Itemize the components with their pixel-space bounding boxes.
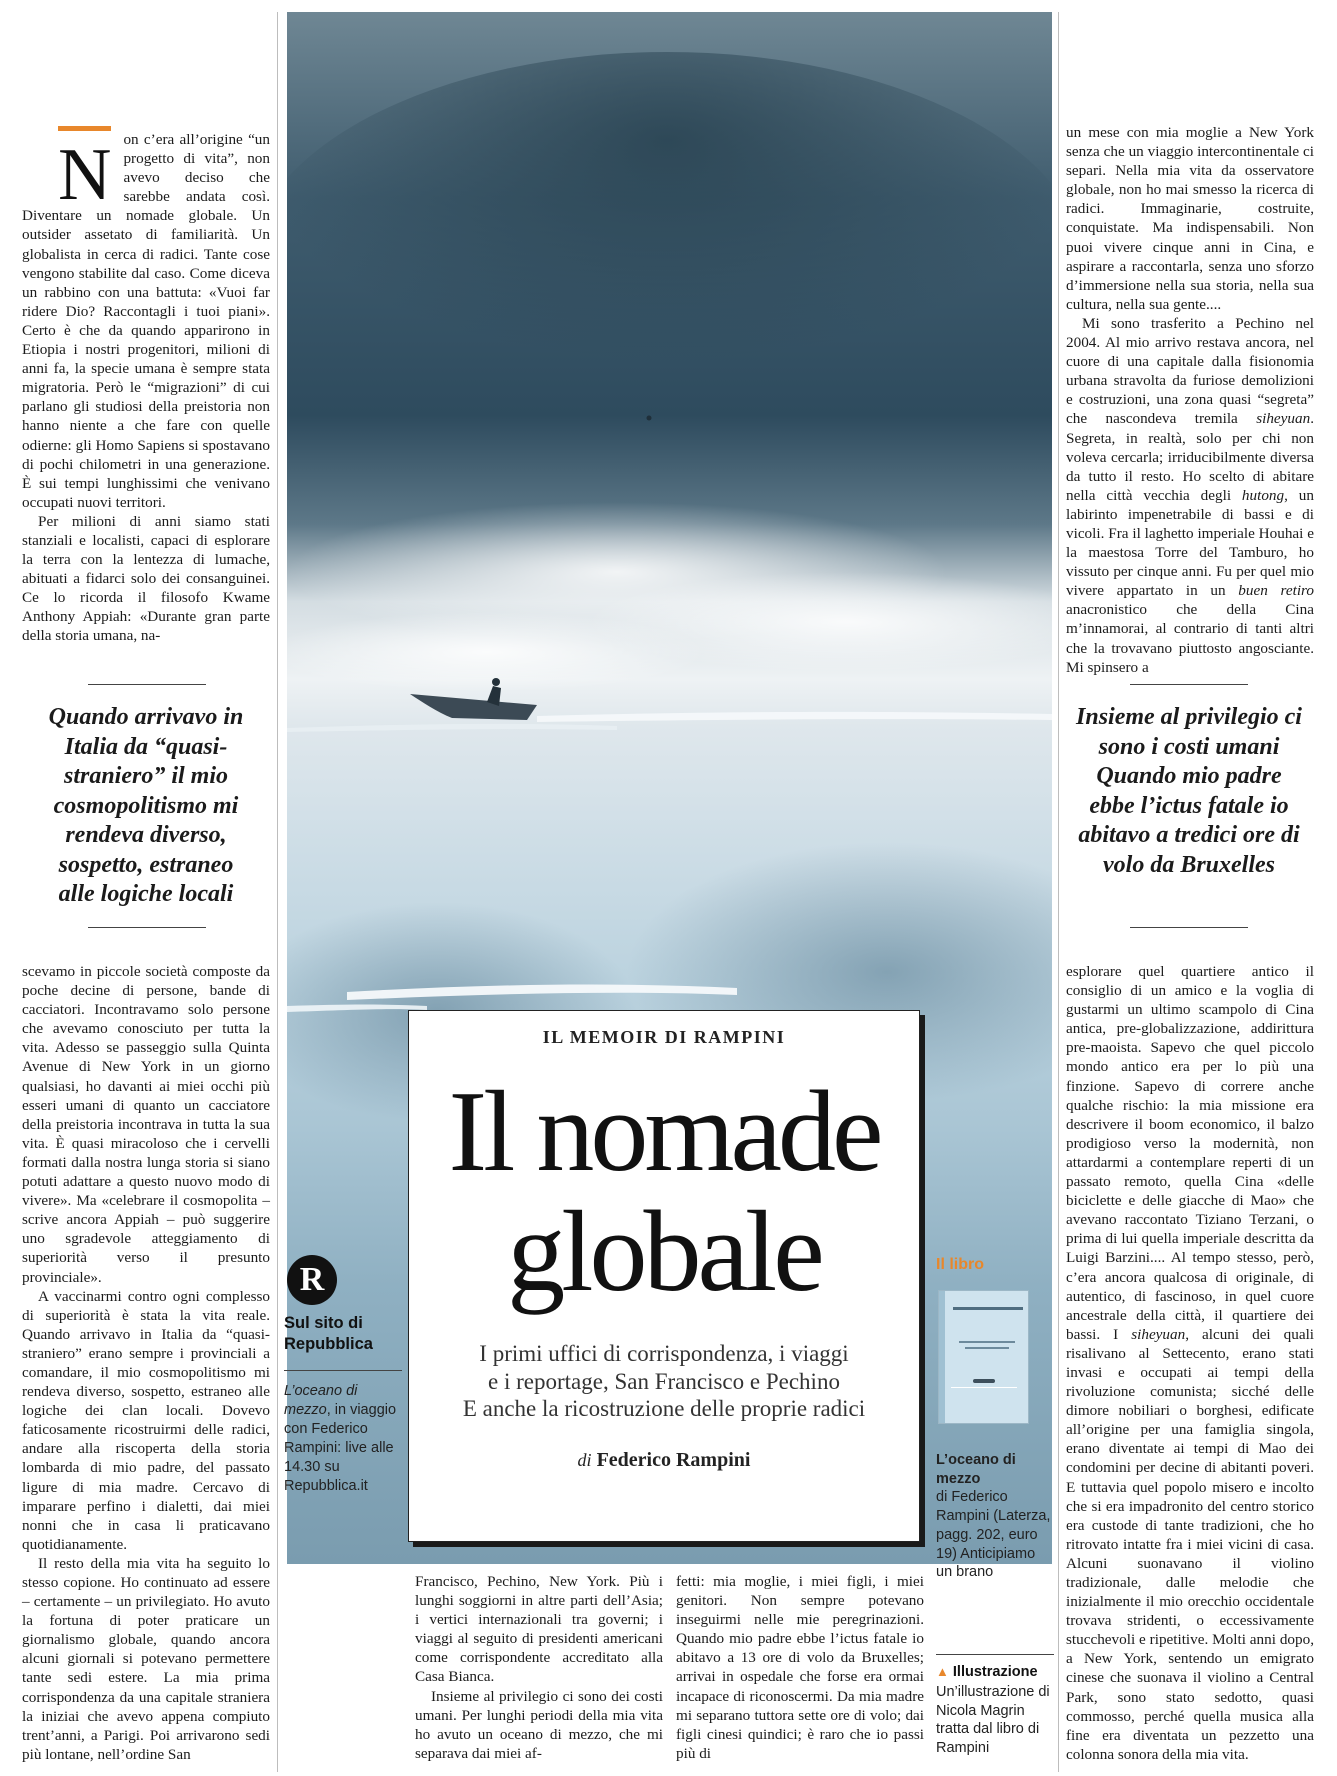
headline-box (408, 1010, 920, 1542)
dropcap-letter: N (58, 134, 112, 216)
left-bottom-paragraph-1: scevamo in piccole società composte da poche decine di persone, bande di cacciatori. Incontravamo solo persone che avevamo conosciuto per tutta la vita. Adesso se passeggio sulla Quinta Avenue di New York in un giorno qualsiasi, ho davanti ai miei occhi più esseri umani di quanto un cacciatore della preistoria incontrava in tutta la sua vita. È quasi miracoloso che i cervelli formati dalla nostra lunga storia si siano potuti adattare a questo nuovo modo di vivere». Ma «celebrare il cosmopolita – scrive ancora Appiah – può suggerire uno sgradevole atteggiamento di superiorità verso il presunto provinciale». (22, 963, 270, 1286)
pullquote-rule-top-left (88, 684, 206, 685)
headline-line-1: Il nomade (448, 1068, 880, 1196)
byline (409, 1449, 919, 1472)
libro-book-title: L’oceano di mezzo (936, 1452, 1016, 1487)
illustration-label-text: Illustrazione (952, 1664, 1038, 1680)
center-b-paragraph-1: fetti: mia moglie, i miei figli, i miei genitori. Non sempre potevano inseguirmi nelle mie peregrinazioni. Quando mio padre ebbe l’ictus fatale io abitavo a 13 ore di volo da Bruxelles; arrivai in ospedale che forse era ormai incapace di riconoscermi. Da mia madre mi separano tuttora sette ore di volo; dai figli cinesi quindici; è raro che io passi più di (676, 1573, 924, 1762)
right-column-bottom (1066, 962, 1314, 1764)
right-column-top (1066, 123, 1314, 677)
deck-line-2: e i reportage, San Francisco e Pechino (488, 1368, 840, 1394)
triangle-up-icon: ▲ (936, 1664, 949, 1679)
libro-text (936, 1451, 1054, 1582)
left-bottom-paragraph-3: Il resto della mia vita ha seguito lo stesso copione. Ho continuato ad essere – certamente – un privilegiato. Ho avuto la fortuna di poter praticare un giornalismo globale, quando ancora alcuni giornali si potevano permettere tante sedi estere. La mia prima corrispondenza da una capitale straniera la iniziai che avevo appena compiuto trent’anni, a Parigi. Poi arrivarono sedi più lontane, nell’ordine San (22, 1554, 270, 1763)
center-a-paragraph-1: Francisco, Pechino, New York. Più i lunghi soggiorni in altre parti dell’Asia; i vertici internazionali tra governi; i viaggi al seguito di presidenti americani come corrispondente accreditato alla Casa Bianca. (415, 1573, 663, 1686)
book-cover-wave (951, 1387, 1017, 1388)
byline-author: Federico Rampini (596, 1448, 751, 1471)
book-cover-title-mark (953, 1307, 1023, 1310)
left-column-bottom (22, 962, 270, 1764)
repubblica-sidebar-rule (284, 1370, 402, 1371)
right-top-paragraph-2: Mi sono trasferito a Pechino nel 2004. Al mio arrivo restava ancora, nel cuore di una capitale dalla fisionomia urbana stravolta da furiose demolizioni e costruzioni, una zona quasi “segreta” che nascondeva tremila siheyuan. Segreta, in realtà, solo per chi non voleva cercarla; irriducibilmente diversa da tutto il resto. Ho scelto di abitare nella città vecchia degli hutong, un labirinto impenetrabile di bassi e di vicoli. Fra il laghetto imperiale Houhai e la maestosa Torre del Tamburo, ho vissuto per cinque anni. Fu per quel mio vivere appartato in un buen retiro anacronistico che della Cina m’innamorai, al contrario di tanti altri che la trovavano piuttosto angosciante. Mi spinsero a (1066, 314, 1314, 676)
center-column-b (676, 1572, 924, 1763)
column-rule-left (277, 12, 278, 1772)
book-spine (939, 1291, 945, 1423)
book-cover-text-mark (965, 1347, 1009, 1349)
column-rule-right (1058, 12, 1059, 1772)
illustration-credit: Un’illustrazione di Nicola Magrin tratta dal libro di Rampini (936, 1684, 1050, 1757)
left-column-top (22, 130, 270, 646)
pullquote-rule-bottom-left (88, 927, 206, 928)
pullquote-rule-top-right (1130, 684, 1248, 685)
deck-line-3: E anche la ricostruzione delle proprie radici (462, 1396, 866, 1421)
libro-rule (936, 1654, 1054, 1655)
left-top-paragraph-1: on c’era all’origine “un progetto di vita”, non avevo deciso che sarebbe andata così. Diventare un nomade globale. Un outsider assetato di familiarità. Un globalista in cerca di radici. Tante cose vengono stabilite dal caso. Come diceva un rabbino con una battuta: «Vuoi far ridere Dio? Raccontagli i tuoi piani». Certo è che da quando apparirono in Etiopia i nostri progenitori, milioni di anni fa, la specie umana è sempre stata migratoria. Però le “migrazioni” di cui parlano gli studiosi della preistoria non hanno niente a che fare con quelle odierne: gli Homo Sapiens si spostavano di pochi chilometri in una generazione. È sui tempi lunghissimi che venivano occupati nuovi territori. (22, 131, 270, 511)
left-top-paragraph-2: Per milioni di anni siamo stati stanziali e localisti, capaci di esplorare la terra con la lentezza di lumache, abituati a fidarci solo dei consanguinei. Ce lo ricorda il filosofo Kwame Anthony Appiah: «Durante gran parte della storia umana, na- (22, 512, 270, 645)
repubblica-sidebar-text-italic: L’oceano di mezzo (284, 1383, 358, 1418)
right-bottom-paragraph-1: esplorare quel quartiere antico il consiglio di un amico e la voglia di gustarmi un ultimo scampolo di Cina antica, pre-globalizzazione, addirittura pre-maoista. Sapevo che quel piccolo mondo antico era per lo più una finzione. Sapevo di correre anche qualche rischio: la mia missione era descrivere il boom economico, il balzo prodigioso verso la modernità, non attardarmi a contemplare reperti di un passato remoto, quella Cina «delle biciclette e delle giacche di Mao» che avevano raccontato Tiziano Terzani, o prima di lui quella imperiale descritta da Luigi Barzini.... Al tempo stesso, però, c’era ancora qualcosa di originale, di autentico, di fascinoso, in quel cuore ancestrale della città, il quartiere dei bassi. I siheyuan, alcuni dei quali risalivano al Settecento, erano stati invasi e occupati ai tempi della rivoluzione comunista; sicché delle dimore nobiliari o borghesi, edificate all’origine per una famiglia singola, erano diventate ai tempi di Mao dei condomini per decine di abitanti poveri. E tuttavia quel popolo misero e incolto che si era impadronito del centro storico era custode di tante tradizioni, che ho ritrovato intatte fra i miei vicini di casa. Alcuni suonavano il violino tradizionale, dalle melodie che inizialmente il mio orecchio occidentale trovava stridenti, o eccessivamente stucchevoli e ripetitive. Molti anni dopo, a New York, sentendo un emigrato cinese che suonava il violino a Central Park, sono stato sedotto, quasi commosso, perché quella musica alla fine era diventata un pezzetto una colonna sonora della mia vita. (1066, 963, 1315, 1763)
libro-book-info: di Federico Rampini (Laterza, pagg. 202, euro 19) Anticipiamo un brano (936, 1489, 1051, 1581)
book-cover-image (938, 1290, 1029, 1424)
book-cover-text-mark (959, 1341, 1015, 1343)
deck (409, 1340, 919, 1423)
book-cover-boat (973, 1379, 995, 1383)
right-pullquote: Insieme al privilegio ci sono i costi umani Quando mio padre ebbe l’ictus fatale io abitavo a tredici ore di volo da Bruxelles (1076, 704, 1302, 878)
headline (409, 1068, 919, 1316)
center-column-a (415, 1572, 663, 1763)
center-a-paragraph-2: Insieme al privilegio ci sono dei costi umani. Per lunghi periodi della mia vita ho avuto un oceano di mezzo, che mi separava dai miei af- (415, 1687, 663, 1762)
kicker: IL MEMOIR DI RAMPINI (542, 1027, 786, 1047)
left-pullquote: Quando arrivavo in Italia da “quasi-straniero” il mio cosmopolitismo mi rendeva diverso, sospetto, estraneo alle logiche locali (48, 704, 244, 907)
right-top-paragraph-1: un mese con mia moglie a New York senza che un viaggio intercontinentale ci separi. Nella mia vita da osservatore globale, non ho mai smesso la ricerca di radici. Immaginarie, costruite, conquistate. Ma indispensabili. Non puoi vivere cinque anni in Cina, e aspirare a raccontarla, senza uno sforzo d’immersione nella sua storia, nella sua cultura, nella sua gente.... (1066, 124, 1314, 313)
repubblica-sidebar-text (284, 1382, 404, 1496)
illustration-label (936, 1664, 1038, 1680)
byline-prefix: di (577, 1449, 592, 1470)
headline-line-2: globale (507, 1188, 821, 1316)
deck-line-1: I primi uffici di corrispondenza, i viaggi (479, 1341, 849, 1366)
libro-label: Il libro (936, 1256, 984, 1273)
pullquote-rule-bottom-right (1130, 927, 1248, 928)
repubblica-logo-icon: R (287, 1255, 337, 1305)
repubblica-sidebar-title: Sul sito di Repubblica (284, 1314, 373, 1353)
left-bottom-paragraph-2: A vaccinarmi contro ogni complesso di superiorità è stata la vita reale. Quando arrivavo in Italia da “quasi-straniero” erano sempre i provinciali a comandare, il mio cosmopolitismo mi rendeva diverso, sospetto, estraneo alle logiche dei clan locali. Dovevo faticosamente ricostruirmi delle radici, andare alla riscoperta della storia lombarda di mio padre, del passato ligure di mia madre. Cercavo di imparare perfino i dialetti, dai miei nonni che in casa li praticavano quotidianamente. (22, 1287, 270, 1553)
repubblica-sidebar-text-body: , in viaggio con Federico Rampini: live alle 14.30 su Repubblica.it (284, 1402, 397, 1494)
